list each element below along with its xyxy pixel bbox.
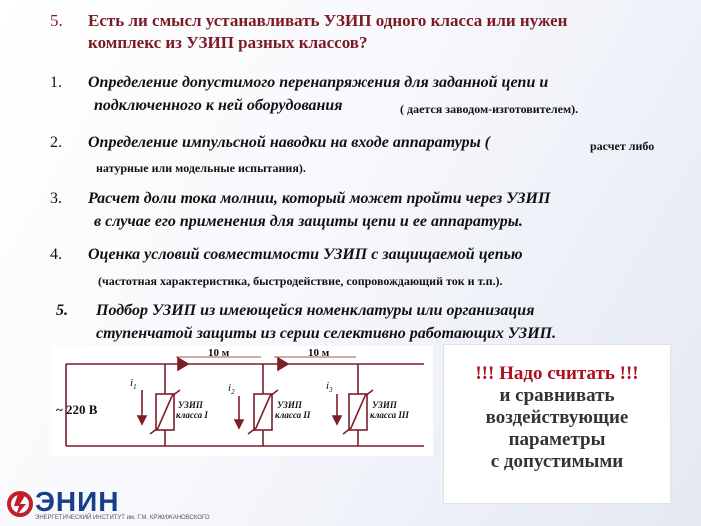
circuit-diagram bbox=[52, 346, 433, 456]
item-number: 4. bbox=[50, 246, 62, 263]
callout-line-1: !!! Надо считать !!! bbox=[475, 363, 639, 384]
callout-line-2: и сравнивать bbox=[499, 385, 615, 406]
item-text-line-2: подключенного к ней оборудования bbox=[94, 97, 343, 114]
item-text-line-1: Определение допустимого перенапряжения для заданной цепи и bbox=[88, 74, 549, 91]
item-text-line-1: Оценка условий совместимости УЗИП с защищаемой цепью bbox=[88, 246, 523, 263]
item-text-line-2: ступенчатой защиты из серии селективно работающих УЗИП. bbox=[96, 325, 557, 342]
current-label-2: $i_2$ bbox=[228, 382, 235, 396]
item-number: 1. bbox=[50, 74, 62, 91]
spd-class-2: класса II bbox=[275, 410, 311, 420]
spd-name-3: УЗИП bbox=[372, 400, 397, 410]
callout-line-4: параметры bbox=[508, 429, 606, 450]
item-note: (частотная характеристика, быстродействие, сопровождающий ток и т.п.). bbox=[98, 274, 503, 288]
item-text-line-2: в случае его применения для защиты цепи и ее аппаратуры. bbox=[94, 213, 523, 230]
circuit-svg bbox=[52, 346, 433, 456]
item-text-line-1: Подбор УЗИП из имеющейся номенклатуры или организация bbox=[96, 302, 535, 319]
current-label-3: $i_3$ bbox=[326, 380, 333, 394]
distance-label-2: 10 м bbox=[308, 347, 330, 359]
item-note-1: расчет либо bbox=[590, 139, 655, 153]
title-line-1: Есть ли смысл устанавливать УЗИП одного класса или нужен bbox=[88, 11, 568, 30]
spd-name-1: УЗИП bbox=[178, 400, 203, 410]
callout-line-3: воздействующие bbox=[485, 407, 629, 428]
current-label-1: $i_1$ bbox=[130, 377, 137, 391]
title-line-2: комплекс из УЗИП разных классов? bbox=[88, 33, 368, 52]
item-text-line-1: Расчет доли тока молнии, который может пройти через УЗИП bbox=[88, 190, 551, 207]
spd-class-1: класса I bbox=[176, 410, 208, 420]
callout-line-5: с допустимыми bbox=[490, 451, 624, 472]
item-note-2: натурные или модельные испытания). bbox=[96, 161, 306, 175]
logo-name: ЭНИН bbox=[35, 486, 120, 517]
spd-class-3: класса III bbox=[370, 410, 409, 420]
item-number: 2. bbox=[50, 134, 62, 151]
item-number: 3. bbox=[50, 190, 62, 207]
distance-label-1: 10 м bbox=[208, 347, 230, 359]
item-note: ( дается заводом-изготовителем). bbox=[400, 102, 579, 116]
item-number: 5. bbox=[56, 302, 68, 319]
callout-box bbox=[443, 344, 671, 504]
logo-subtitle: ЭНЕРГЕТИЧЕСКИЙ ИНСТИТУТ им. Г.М. КРЖИЖАНОВСКОГО bbox=[35, 515, 210, 521]
spd-name-2: УЗИП bbox=[277, 400, 302, 410]
slide-title bbox=[50, 10, 690, 54]
item-text-line-1: Определение импульсной наводки на входе аппаратуры ( bbox=[88, 134, 491, 151]
title-number: 5. bbox=[50, 11, 63, 30]
source-label: ~ 220 В bbox=[56, 402, 98, 417]
